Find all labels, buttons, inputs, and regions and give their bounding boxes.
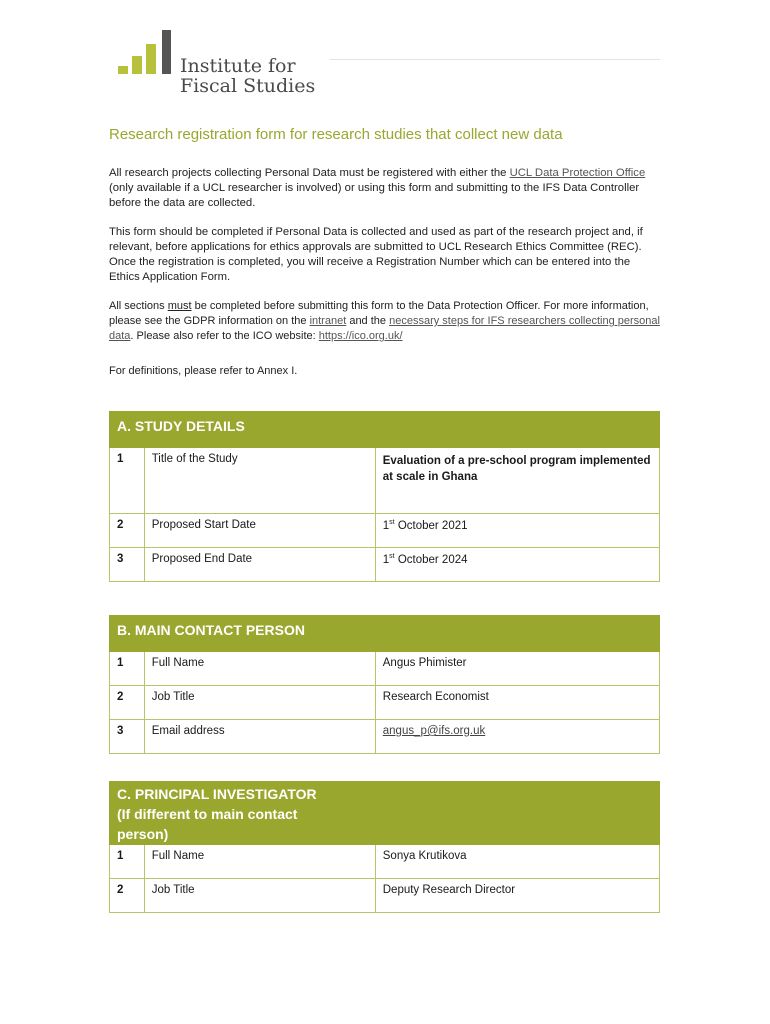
ifs-logo xyxy=(118,30,338,96)
row-number: 1 xyxy=(110,652,145,686)
instructions-text: All sections xyxy=(109,300,168,312)
row-number: 1 xyxy=(110,845,145,879)
field-label: Proposed End Date xyxy=(144,548,375,582)
instructions-text-4: . Please also refer to the ICO website: xyxy=(130,330,319,342)
logo-line-1: Institute for xyxy=(180,55,296,77)
row-number: 2 xyxy=(110,514,145,548)
email-link[interactable]: angus_p@ifs.org.uk xyxy=(382,725,486,737)
section-b-header: B. MAIN CONTACT PERSON xyxy=(110,616,660,652)
must-emphasis: must xyxy=(167,300,192,312)
start-month-year: October 2021 xyxy=(394,519,468,532)
principal-investigator-table xyxy=(109,781,660,913)
table-row xyxy=(110,448,660,514)
start-day-suffix: st xyxy=(389,519,395,526)
row-number: 2 xyxy=(110,879,145,913)
logo-bars-icon xyxy=(118,30,176,74)
usage-paragraph: This form should be completed if Personal Data is collected and used as part of the research project and, if relevant, before applications for ethics approvals are submitted to UCL Research Ethics Committee (REC). Once the registration is completed, you will receive a Registration Number which can be entered into the Ethics Application Form. xyxy=(109,226,643,283)
job-title-value: Research Economist xyxy=(375,686,659,720)
instructions-text-2: be completed before submitting this form to the Data Protection Officer. For more information, please see the GDPR information on the xyxy=(109,300,649,327)
email-cell xyxy=(375,720,659,754)
ico-website-link[interactable]: https://ico.org.uk/ xyxy=(318,330,403,342)
field-label: Title of the Study xyxy=(144,448,375,514)
table-row xyxy=(110,652,660,686)
header-divider xyxy=(330,59,660,60)
intro-paragraph xyxy=(109,166,664,211)
field-label: Job Title xyxy=(144,686,375,720)
pi-job-title-value: Deputy Research Director xyxy=(375,879,659,913)
section-c-header-line-1: C. PRINCIPAL INVESTIGATOR xyxy=(117,786,317,802)
field-label: Full Name xyxy=(144,845,375,879)
row-number: 3 xyxy=(110,720,145,754)
table-row xyxy=(110,845,660,879)
field-label: Proposed Start Date xyxy=(144,514,375,548)
table-row xyxy=(110,548,660,582)
ucl-data-protection-link[interactable]: UCL Data Protection Office xyxy=(509,167,646,179)
end-month-year: October 2024 xyxy=(394,553,468,566)
study-details-table xyxy=(109,411,660,582)
study-title-value: Evaluation of a pre-school program implemented at scale in Ghana xyxy=(375,448,659,514)
field-label: Email address xyxy=(144,720,375,754)
row-number: 1 xyxy=(110,448,145,514)
section-c-header xyxy=(110,782,660,845)
necessary-steps-link[interactable]: necessary steps for IFS researchers collecting personal data xyxy=(109,315,660,342)
main-contact-table xyxy=(109,615,660,754)
page-title: Research registration form for research studies that collect new data xyxy=(109,126,563,143)
end-day-suffix: st xyxy=(389,553,395,560)
instructions-text-3: and the xyxy=(346,315,390,327)
section-c-header-line-2: (If different to main contact xyxy=(117,806,298,822)
start-day: 1 xyxy=(382,519,390,532)
full-name-value: Angus Phimister xyxy=(375,652,659,686)
table-row xyxy=(110,720,660,754)
pi-full-name-value: Sonya Krutikova xyxy=(375,845,659,879)
end-date-value xyxy=(375,548,659,582)
definitions-note: For definitions, please refer to Annex I. xyxy=(109,365,298,377)
row-number: 3 xyxy=(110,548,145,582)
logo-wordmark xyxy=(180,56,315,96)
end-day: 1 xyxy=(382,553,390,566)
row-number: 2 xyxy=(110,686,145,720)
intro-text: All research projects collecting Personal Data must be registered with either the xyxy=(109,167,510,179)
table-row xyxy=(110,879,660,913)
field-label: Full Name xyxy=(144,652,375,686)
instructions-paragraph xyxy=(109,299,664,344)
start-date-value xyxy=(375,514,659,548)
field-label: Job Title xyxy=(144,879,375,913)
logo-line-2: Fiscal Studies xyxy=(180,75,316,97)
table-row xyxy=(110,514,660,548)
section-a-header: A. STUDY DETAILS xyxy=(110,412,660,448)
intranet-link[interactable]: intranet xyxy=(309,315,347,327)
table-row xyxy=(110,686,660,720)
intro-text-cont: (only available if a UCL researcher is involved) or using this form and submitting to the IFS Data Controller before the data are collected. xyxy=(109,182,640,209)
section-c-header-line-3: person) xyxy=(117,826,169,842)
